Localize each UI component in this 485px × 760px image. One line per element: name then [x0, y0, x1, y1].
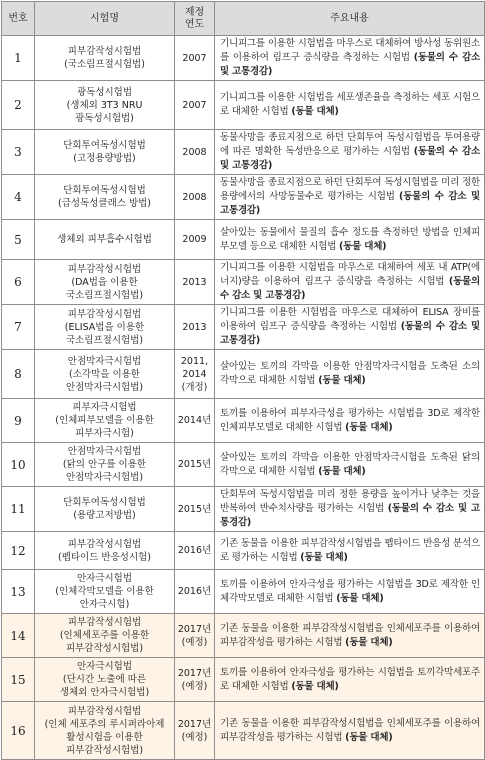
content-description: 토끼를 이용하여 안자극성을 평가하는 시험법을 토끼각막세포주로 대체한 시험법: [220, 666, 480, 692]
test-name: 피부감작성시험법 (인체세포주를 이용한 피부감작성시험법): [35, 614, 175, 658]
enactment-year: 2008: [175, 130, 215, 175]
row-number: 2: [2, 81, 35, 130]
test-name: 단회투여독성시험법 (고정용량방법): [35, 130, 175, 175]
test-methods-table: [1, 1, 485, 760]
row-number: 5: [2, 220, 35, 260]
table-row: [2, 305, 485, 350]
test-name: 피부감작성시험법 (펩타이드 반응성시험): [35, 532, 175, 570]
row-number: 15: [2, 658, 35, 702]
table-row: [2, 487, 485, 532]
content-category: (동물의 수 감소 및 고통경감): [220, 276, 480, 301]
table-row: [2, 81, 485, 130]
table-row: [2, 570, 485, 614]
content-category: (동물 대체): [300, 551, 348, 563]
content-description: 살아있는 동물에서 물질의 흡수 정도를 측정하던 방법을 인체피부모델 등으로 대체한 시험법: [220, 226, 480, 252]
enactment-year: 2015년: [175, 443, 215, 487]
header-number: 번호: [2, 2, 35, 36]
table-row: [2, 614, 485, 658]
table-row: [2, 36, 485, 81]
enactment-year: 2016년: [175, 570, 215, 614]
content-category: (동물 대체): [339, 240, 387, 252]
content-category: (동물의 수 감소 및 고통경감): [220, 503, 480, 528]
content-description: 토끼를 이용하여 피부자극성을 평가하는 시험법을 3D로 제작한 인체피부모델로 대체한 시험법: [220, 407, 480, 433]
main-content: [215, 399, 485, 443]
table-row: [2, 532, 485, 570]
test-name: 단회투여독성시험법 (급성독성클래스 방법): [35, 175, 175, 220]
test-name: 안점막자극시험법 (소각막을 이용한 안점막자극시험법): [35, 350, 175, 399]
main-content: [215, 702, 485, 760]
content-description: 기니피그를 이용한 시험법을 마우스로 대체하여 세포 내 ATP(에너지)량을 이용하여 림프구 증식량을 측정하는 시험법: [220, 262, 480, 287]
enactment-year: 2015년: [175, 487, 215, 532]
table-row: [2, 399, 485, 443]
header-content: 주요내용: [215, 2, 485, 36]
content-description: 기니피그를 이용한 시험법을 세포생존율을 측정하는 세포 시험으로 대체한 시험법: [220, 92, 480, 117]
row-number: 12: [2, 532, 35, 570]
row-number: 10: [2, 443, 35, 487]
test-name: 단회투여독성시험법 (용량고저방법): [35, 487, 175, 532]
main-content: [215, 81, 485, 130]
content-category: (동물 대체): [291, 680, 339, 692]
content-category: (동물의 수 감소 및 고통경감): [220, 146, 480, 171]
enactment-year: 2009: [175, 220, 215, 260]
main-content: [215, 487, 485, 532]
content-description: 살아있는 토끼의 각막을 이용한 안점막자극시험을 도축된 닭의 각막으로 대체한 시험법: [220, 451, 480, 477]
row-number: 3: [2, 130, 35, 175]
enactment-year: 2013: [175, 305, 215, 350]
content-description: 살아있는 토끼의 각막을 이용한 안점막자극시험을 도축된 소의 각막으로 대체한 시험법: [220, 361, 480, 386]
main-content: [215, 260, 485, 305]
test-name: 피부감작성시험법 (DA법을 이용한 국소림프절시험법): [35, 260, 175, 305]
content-category: (동물 대체): [318, 375, 366, 386]
test-name: 피부자극시험법 (인체피부모델을 이용한 피부자극시험): [35, 399, 175, 443]
test-name: 안자극시험법 (단시간 노출에 따른 생체외 안자극시험법): [35, 658, 175, 702]
enactment-year: 2014년: [175, 399, 215, 443]
row-number: 16: [2, 702, 35, 760]
header-year: 제정 연도: [175, 2, 215, 36]
content-description: 단회투여 독성시험법을 미리 정한 용량을 높이거나 낮추는 것을 반복하여 반수치사량을 평가하는 시험법: [220, 489, 480, 514]
content-category: (동물 대체): [336, 592, 384, 604]
header-row: [2, 2, 485, 36]
test-name: 생체외 피부흡수시험법: [35, 220, 175, 260]
enactment-year: 2007: [175, 81, 215, 130]
main-content: [215, 570, 485, 614]
row-number: 14: [2, 614, 35, 658]
content-description: 기존 동물을 이용한 피부감작성시험법을 펩타이드 반응성 분석으로 평가하는 시험법: [220, 537, 480, 563]
row-number: 7: [2, 305, 35, 350]
enactment-year: 2017년 (예정): [175, 614, 215, 658]
content-category: (동물의 수 감소 및 고통경감): [220, 52, 480, 77]
enactment-year: 2011, 2014 (개정): [175, 350, 215, 399]
content-description: 기존 동물을 이용한 피부감작성시험법을 인체세포주를 이용하여 피부감작성을 평가하는 시험법: [220, 717, 480, 743]
main-content: [215, 350, 485, 399]
enactment-year: 2007: [175, 36, 215, 81]
main-content: [215, 305, 485, 350]
content-category: (동물 대체): [345, 731, 393, 743]
row-number: 8: [2, 350, 35, 399]
test-name: 피부감작성시험법 (ELISA법을 이용한 국소림프절시험법): [35, 305, 175, 350]
content-description: 동물사망을 종료지점으로 하던 단회투여 독성시험법을 미리 정한 용량에서의 사망동물수로 평가하는 시험법: [220, 177, 480, 202]
row-number: 9: [2, 399, 35, 443]
row-number: 6: [2, 260, 35, 305]
main-content: [215, 220, 485, 260]
row-number: 13: [2, 570, 35, 614]
content-category: (동물 대체): [345, 636, 393, 648]
content-category: (동물 대체): [345, 421, 393, 433]
main-content: [215, 658, 485, 702]
main-content: [215, 36, 485, 81]
main-content: [215, 443, 485, 487]
table-row: [2, 702, 485, 760]
main-content: [215, 130, 485, 175]
table-row: [2, 260, 485, 305]
row-number: 11: [2, 487, 35, 532]
content-description: 기니피그를 이용한 시험법을 마우스로 대체하여 방사성 동위원소를 이용하여 림프구 증식량을 측정하는 시험법: [220, 38, 480, 63]
content-description: 동물사망을 종료지점으로 하던 단회투여 독성시험법을 투여용량에 따른 명확한 독성반응으로 평가하는 시험법: [220, 132, 480, 157]
enactment-year: 2013: [175, 260, 215, 305]
enactment-year: 2016년: [175, 532, 215, 570]
main-content: [215, 532, 485, 570]
content-description: 기존 동물을 이용한 피부감작성시험법을 인체세포주를 이용하여 피부감작성을 평가하는 시험법: [220, 622, 480, 648]
table-row: [2, 350, 485, 399]
test-name: 피부감작성시험법 (인체 세포주의 루시퍼라아제 활성시험을 이용한 피부감작성시험법): [35, 702, 175, 760]
header-test-name: 시험명: [35, 2, 175, 36]
content-category: (동물의 수 감소 및 고통경감): [220, 321, 480, 346]
test-name: 안자극시험법 (인체각막모델을 이용한 안자극시험): [35, 570, 175, 614]
content-category: (동물의 수 감소 및 고통경감): [220, 191, 480, 216]
test-name: 안점막자극시험법 (닭의 안구를 이용한 안점막자극시험법): [35, 443, 175, 487]
enactment-year: 2008: [175, 175, 215, 220]
table-row: [2, 175, 485, 220]
content-category: (동물 대체): [291, 106, 339, 117]
main-content: [215, 175, 485, 220]
row-number: 1: [2, 36, 35, 81]
enactment-year: 2017년 (예정): [175, 702, 215, 760]
enactment-year: 2017년 (예정): [175, 658, 215, 702]
test-name: 광독성시험법 (생체외 3T3 NRU 광독성시험법): [35, 81, 175, 130]
content-category: (동물 대체): [318, 465, 366, 477]
test-methods-table-container: [1, 1, 484, 760]
table-row: [2, 220, 485, 260]
table-row: [2, 658, 485, 702]
content-description: 기니피그를 이용한 시험법을 마우스로 대체하여 ELISA 장비를 이용하여 림프구 증식량을 측정하는 시험법: [220, 307, 480, 332]
content-description: 토끼를 이용하여 안자극성을 평가하는 시험법을 3D로 제작한 인체각막모델로 대체한 시험법: [220, 578, 480, 604]
table-row: [2, 443, 485, 487]
main-content: [215, 614, 485, 658]
test-name: 피부감작성시험법 (국소림프절시험법): [35, 36, 175, 81]
row-number: 4: [2, 175, 35, 220]
table-row: [2, 130, 485, 175]
